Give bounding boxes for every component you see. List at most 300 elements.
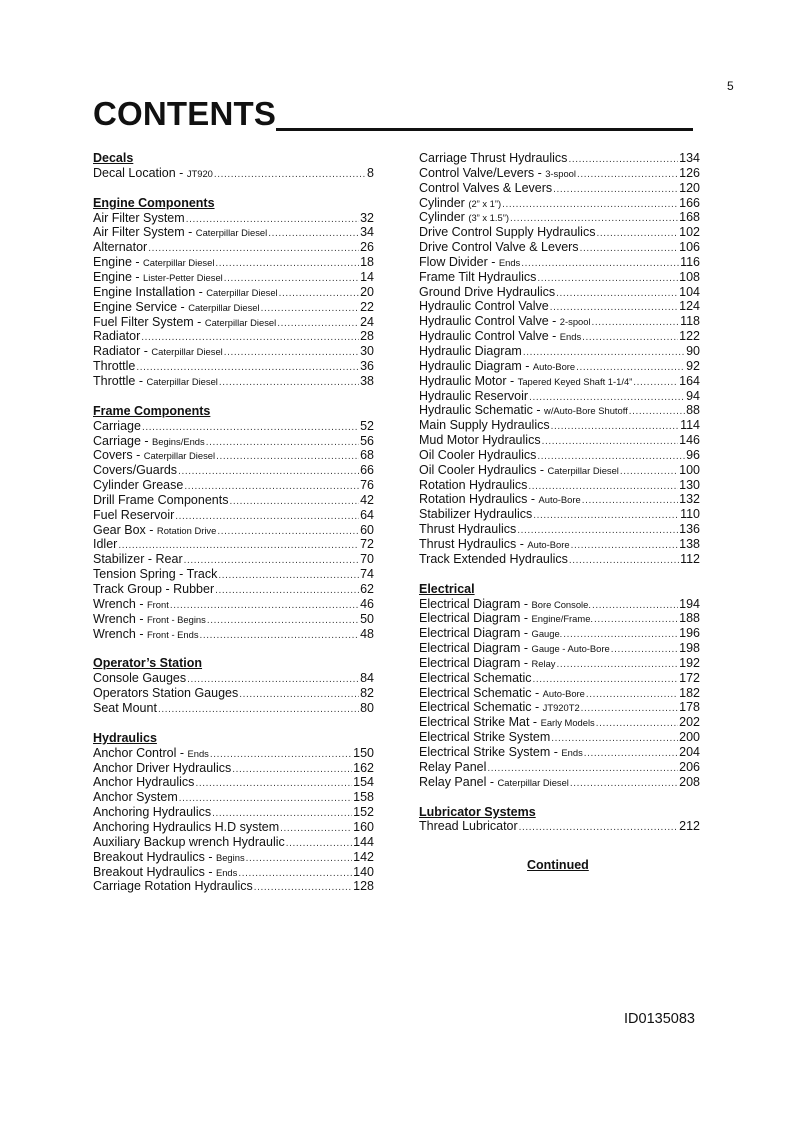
entry-note: Caterpillar Diesel: [195, 227, 268, 239]
toc-entry[interactable]: [93, 552, 374, 567]
toc-entry[interactable]: [419, 686, 700, 701]
dot-leader: [218, 569, 359, 584]
entry-text: [93, 537, 117, 552]
entry-page-number: 152: [353, 805, 374, 820]
entry-page-number: 22: [360, 299, 374, 314]
entry-label: Breakout Hydraulics -: [93, 849, 216, 864]
entry-label: Electrical Schematic -: [419, 685, 543, 700]
entry-note: Ends: [215, 866, 238, 878]
toc-entry[interactable]: [93, 211, 374, 226]
entry-note: Auto-Bore: [532, 360, 576, 372]
entry-label: Hydraulic Diagram: [419, 343, 522, 358]
dot-leader: [216, 450, 359, 465]
dot-leader: [551, 420, 679, 435]
toc-entry[interactable]: [419, 715, 700, 730]
entry-note: JT920T2: [542, 702, 580, 714]
entry-page-number: 142: [353, 849, 374, 864]
entry-text: [93, 225, 267, 241]
entry-label: Electrical Diagram -: [419, 611, 532, 626]
entry-text: [419, 700, 580, 716]
toc-entry[interactable]: [93, 270, 374, 285]
dot-leader: [584, 747, 678, 762]
entry-label: Idler: [93, 537, 118, 552]
toc-entry[interactable]: [419, 552, 700, 567]
entry-note: Begins: [215, 851, 245, 863]
dot-leader: [611, 643, 678, 658]
toc-entry[interactable]: [419, 745, 700, 760]
page-title-row: [93, 94, 693, 134]
entry-text: [419, 819, 518, 834]
toc-entry[interactable]: [419, 775, 700, 790]
entry-text: [93, 582, 214, 597]
entry-text: [93, 523, 216, 539]
entry-page-number: 162: [353, 760, 374, 775]
dot-leader: [553, 183, 678, 198]
toc-entry[interactable]: [419, 314, 700, 329]
entry-label: Electrical Strike System: [419, 730, 551, 745]
entry-label: Track Group - Rubber: [93, 581, 215, 596]
entry-text: [93, 329, 140, 344]
entry-label: Hydraulic Control Valve: [419, 299, 549, 314]
entry-text: [419, 597, 591, 613]
entry-page-number: 140: [353, 864, 374, 879]
toc-entry[interactable]: [419, 181, 700, 196]
toc-entry[interactable]: [93, 285, 374, 300]
entry-label: Cylinder: [419, 210, 469, 225]
entry-page-number: 150: [353, 745, 374, 760]
dot-leader: [268, 227, 359, 242]
dot-leader: [217, 525, 359, 540]
entry-label: Throttle: [93, 359, 136, 374]
dot-leader: [219, 376, 359, 391]
entry-text: [419, 314, 591, 330]
entry-page-number: 42: [360, 492, 374, 507]
toc-entry[interactable]: [419, 285, 700, 300]
entry-note: Auto-Bore: [542, 687, 585, 699]
entry-page-number: 66: [360, 463, 374, 478]
entry-page-number: 160: [353, 819, 374, 834]
entry-page-number: 144: [353, 834, 374, 849]
entry-page-number: 116: [680, 254, 700, 269]
toc-entry[interactable]: [93, 537, 374, 552]
toc-entry[interactable]: [93, 463, 374, 478]
entry-page-number: 128: [353, 879, 374, 894]
toc-entry[interactable]: [419, 344, 700, 359]
entry-label: Hydraulic Control Valve -: [419, 329, 560, 344]
dot-leader: [582, 494, 678, 509]
entry-label: Anchor System: [93, 790, 178, 805]
entry-text: [93, 790, 178, 805]
entry-text: [419, 775, 569, 791]
section-heading: Hydraulics: [93, 730, 157, 745]
entry-text: [419, 374, 632, 390]
dot-leader: [238, 867, 352, 882]
entry-note: Gauge - Auto-Bore: [531, 643, 610, 655]
toc-entry[interactable]: [419, 463, 700, 478]
entry-label: Throttle -: [93, 373, 147, 388]
entry-page-number: 38: [360, 373, 374, 388]
entry-label: Track Extended Hydraulics: [419, 551, 568, 566]
toc-entry[interactable]: [93, 597, 374, 612]
entry-label: Main Supply Hydraulics: [419, 418, 550, 433]
entry-label: Seat Mount: [93, 700, 157, 715]
entry-page-number: 28: [360, 329, 374, 344]
entry-page-number: 60: [360, 522, 374, 537]
entry-label: Anchor Hydraulics: [93, 775, 195, 790]
entry-text: [93, 805, 211, 820]
dot-leader: [596, 227, 678, 242]
entry-text: [419, 730, 550, 745]
entry-label: Tension Spring - Track: [93, 567, 218, 582]
entry-note: Relay: [531, 657, 556, 669]
entry-page-number: 164: [679, 373, 700, 388]
toc-entry[interactable]: [419, 611, 700, 626]
entry-label: Electrical Diagram -: [419, 655, 532, 670]
toc-entry[interactable]: [93, 300, 374, 315]
toc-section: [93, 196, 374, 389]
entry-text: [419, 255, 520, 271]
entry-page-number: 80: [360, 700, 374, 715]
dot-leader: [542, 435, 679, 450]
entry-text: [93, 879, 253, 894]
toc-entry[interactable]: [93, 567, 374, 582]
toc-entry[interactable]: [93, 329, 374, 344]
entry-text: [419, 225, 595, 240]
entry-label: Drive Control Supply Hydraulics: [419, 225, 596, 240]
dot-leader: [594, 613, 678, 628]
entry-note: Caterpillar Diesel: [497, 776, 569, 788]
entry-page-number: 34: [360, 225, 374, 240]
toc-entry[interactable]: [419, 418, 700, 433]
toc-entry[interactable]: [93, 686, 374, 701]
toc-entry[interactable]: [93, 701, 374, 716]
entry-text: [93, 300, 260, 316]
toc-entry[interactable]: [93, 820, 374, 835]
entry-page-number: 68: [360, 448, 374, 463]
dot-leader: [582, 331, 678, 346]
dot-leader: [214, 168, 366, 183]
entry-label: Ground Drive Hydraulics: [419, 284, 556, 299]
toc-entry[interactable]: [419, 240, 700, 255]
toc-section: [93, 656, 374, 715]
toc-entry[interactable]: [419, 403, 700, 418]
dot-leader: [568, 153, 678, 168]
entry-page-number: 168: [679, 210, 700, 225]
section-heading: Lubricator Systems: [419, 804, 536, 819]
dot-leader: [200, 629, 360, 644]
entry-label: Alternator: [93, 240, 148, 255]
entry-page-number: 84: [360, 671, 374, 686]
toc-entry[interactable]: [419, 166, 700, 181]
toc-entry[interactable]: [419, 671, 700, 686]
dot-leader: [586, 688, 678, 703]
entry-note: Tapered Keyed Shaft 1-1/4”: [517, 375, 633, 387]
entry-label: Oil Cooler Hydraulics -: [419, 462, 548, 477]
entry-note: Caterpillar Diesel: [143, 257, 215, 269]
dot-leader: [581, 702, 678, 717]
entry-page-number: 14: [360, 270, 374, 284]
toc-section: [93, 404, 374, 642]
toc-entry[interactable]: [93, 419, 374, 434]
toc-entry[interactable]: [419, 151, 700, 166]
dot-leader: [592, 316, 680, 331]
entry-note: (2” x 1”): [468, 197, 502, 209]
toc-entry[interactable]: [419, 641, 700, 656]
entry-label: Electrical Strike System -: [419, 745, 562, 759]
entry-text: [93, 552, 183, 567]
entry-page-number: 100: [679, 462, 700, 477]
entry-label: Breakout Hydraulics -: [93, 864, 216, 879]
entry-label: Engine Service -: [93, 299, 189, 314]
toc-entry[interactable]: [419, 537, 700, 552]
entry-note: Engine/Frame.: [531, 613, 594, 625]
dot-leader: [570, 777, 678, 792]
toc-entry[interactable]: [93, 374, 374, 389]
toc-entry[interactable]: [93, 582, 374, 597]
entry-page-number: 158: [353, 790, 374, 805]
entry-label: Electrical Diagram -: [419, 596, 532, 611]
entry-text: [93, 835, 285, 850]
dot-leader: [502, 198, 678, 213]
entry-page-number: 24: [360, 314, 374, 329]
entry-label: Flow Divider -: [419, 254, 499, 269]
entry-label: Drive Control Valve & Levers: [419, 240, 579, 255]
entry-page-number: 120: [679, 180, 700, 195]
dot-leader: [580, 242, 679, 257]
entry-text: [419, 359, 575, 375]
entry-text: [93, 448, 215, 464]
entry-label: Hydraulic Motor -: [419, 373, 518, 388]
entry-label: Hydraulic Diagram -: [419, 358, 533, 373]
entry-text: [93, 478, 183, 493]
entry-note: Caterpillar Diesel: [151, 346, 223, 358]
entry-text: [93, 419, 141, 434]
entry-label: Rotation Hydraulics -: [419, 492, 539, 507]
toc-entry[interactable]: [93, 315, 374, 330]
entry-label: Relay Panel -: [419, 774, 498, 789]
toc-entry[interactable]: [93, 612, 374, 627]
entry-text: [93, 315, 276, 331]
toc-entry[interactable]: [93, 746, 374, 761]
toc-entry[interactable]: [419, 299, 700, 314]
entry-label: Wrench -: [93, 626, 147, 641]
toc-entry[interactable]: [93, 166, 374, 181]
entry-page-number: 82: [360, 686, 374, 701]
entry-page-number: 122: [679, 329, 700, 344]
entry-page-number: 46: [360, 596, 374, 611]
dot-leader: [519, 821, 678, 836]
entry-label: Control Valve/Levers -: [419, 165, 546, 180]
toc-entry[interactable]: [93, 225, 374, 240]
toc-section: [93, 731, 374, 894]
entry-label: Carriage Thrust Hydraulics: [419, 151, 568, 165]
entry-page-number: 154: [353, 775, 374, 790]
entry-text: [93, 166, 213, 182]
entry-note: Ends: [559, 331, 582, 343]
toc-entry[interactable]: [93, 493, 374, 508]
entry-page-number: 126: [679, 165, 700, 180]
dot-leader: [556, 287, 678, 302]
toc-entry[interactable]: [419, 507, 700, 522]
toc-entry[interactable]: [93, 240, 374, 255]
entry-page-number: 182: [679, 685, 700, 700]
entry-page-number: 90: [686, 343, 700, 358]
entry-text: [93, 686, 238, 701]
toc-entry[interactable]: [419, 255, 700, 270]
toc-entry[interactable]: [93, 478, 374, 493]
entry-page-number: 32: [360, 210, 374, 225]
dot-leader: [246, 852, 353, 867]
toc-entry[interactable]: [419, 433, 700, 448]
toc-entry[interactable]: [419, 196, 700, 211]
entry-text: [419, 656, 556, 672]
toc-entry[interactable]: [93, 850, 374, 865]
toc-entry[interactable]: [93, 805, 374, 820]
entry-note: Auto-Bore: [527, 538, 570, 550]
entry-text: [93, 255, 214, 271]
entry-page-number: 108: [679, 269, 700, 284]
toc-entry[interactable]: [419, 597, 700, 612]
toc-entry[interactable]: [93, 671, 374, 686]
toc-entry[interactable]: [93, 255, 374, 270]
entry-label: Stabilizer - Rear: [93, 552, 183, 567]
entry-text: [93, 761, 231, 776]
toc-entry[interactable]: [419, 626, 700, 641]
entry-label: Covers/Guards: [93, 463, 178, 478]
entry-label: Wrench -: [93, 596, 147, 611]
toc-entry[interactable]: [419, 270, 700, 285]
toc-entry[interactable]: [419, 656, 700, 671]
entry-text: [419, 715, 595, 731]
entry-page-number: 18: [360, 255, 374, 270]
toc-entry[interactable]: [93, 790, 374, 805]
entry-text: [93, 612, 206, 628]
entry-label: Stabilizer Hydraulics: [419, 507, 533, 522]
entry-note: Caterpillar Diesel: [204, 316, 277, 328]
toc-entry[interactable]: [93, 344, 374, 359]
entry-text: [419, 448, 536, 463]
entry-page-number: 208: [679, 774, 700, 789]
dot-leader: [207, 614, 359, 629]
toc-entry[interactable]: [419, 389, 700, 404]
entry-text: [419, 151, 567, 166]
entry-label: Electrical Strike Mat -: [419, 715, 541, 730]
toc-entry[interactable]: [93, 508, 374, 523]
entry-label: Covers -: [93, 448, 144, 463]
entry-page-number: 110: [680, 507, 700, 522]
entry-text: [419, 537, 570, 553]
entry-note: Begins/Ends: [152, 435, 205, 447]
entry-text: [93, 359, 135, 374]
toc-entry[interactable]: [419, 819, 700, 834]
page-number: 5: [727, 79, 734, 93]
entry-page-number: 132: [679, 492, 700, 507]
entry-text: [93, 285, 278, 301]
entry-text: [93, 850, 245, 866]
entry-note: Caterpillar Diesel: [547, 464, 619, 476]
entry-label: Engine Installation -: [93, 284, 207, 299]
entry-page-number: 104: [679, 284, 700, 299]
toc-entry[interactable]: [93, 627, 374, 642]
dot-leader: [224, 346, 359, 361]
continued-link[interactable]: Continued: [527, 858, 589, 872]
entry-text: [419, 552, 568, 567]
toc-entry[interactable]: [419, 700, 700, 715]
entry-text: [419, 389, 528, 404]
entry-label: Anchor Driver Hydraulics: [93, 760, 232, 775]
toc-entry[interactable]: [93, 761, 374, 776]
dot-leader: [239, 688, 359, 703]
entry-page-number: 102: [679, 225, 700, 240]
entry-text: [93, 344, 223, 360]
toc-entry[interactable]: [93, 865, 374, 880]
entry-label: Control Valves & Levers: [419, 180, 553, 195]
toc-entry[interactable]: [419, 329, 700, 344]
entry-label: Anchoring Hydraulics: [93, 805, 212, 820]
toc-entry[interactable]: [419, 225, 700, 240]
toc-entry[interactable]: [93, 448, 374, 463]
entry-label: Electrical Diagram -: [419, 626, 532, 641]
toc-entry[interactable]: [419, 210, 700, 225]
entry-label: Air Filter System: [93, 210, 185, 225]
entry-note: Ends: [561, 747, 583, 758]
toc-entry[interactable]: [419, 730, 700, 745]
section-heading: Engine Components: [93, 195, 215, 210]
entry-note: Ends: [498, 256, 521, 268]
dot-leader: [577, 168, 678, 183]
toc-entry[interactable]: [93, 434, 374, 449]
entry-text: [419, 210, 509, 226]
entry-label: Mud Motor Hydraulics: [419, 433, 541, 448]
toc-entry[interactable]: [419, 359, 700, 374]
entry-text: [419, 611, 593, 627]
toc-entry[interactable]: [419, 478, 700, 493]
toc-right-column: [419, 151, 700, 849]
toc-entry[interactable]: [419, 492, 700, 507]
entry-page-number: 56: [360, 433, 374, 448]
entry-text: [93, 746, 209, 762]
entry-label: Oil Cooler Hydraulics: [419, 447, 537, 462]
toc-entry[interactable]: [93, 775, 374, 790]
entry-page-number: 188: [679, 611, 700, 626]
entry-note: w/Auto-Bore Shutoff: [544, 405, 628, 417]
dot-leader: [232, 763, 352, 778]
toc-entry[interactable]: [419, 374, 700, 389]
entry-text: [419, 196, 501, 212]
toc-entry[interactable]: [93, 835, 374, 850]
dot-leader: [571, 539, 679, 554]
entry-page-number: 52: [360, 418, 374, 433]
toc-entry[interactable]: [93, 359, 374, 374]
toc-entry[interactable]: [419, 522, 700, 537]
entry-text: [419, 285, 555, 300]
toc-entry[interactable]: [93, 523, 374, 538]
section-heading: Operator’s Station: [93, 656, 203, 671]
entry-label: Gear Box -: [93, 522, 157, 537]
entry-text: [419, 641, 610, 657]
entry-text: [419, 166, 576, 182]
entry-label: Frame Tilt Hydraulics: [419, 269, 537, 284]
entry-label: Relay Panel: [419, 759, 487, 774]
entry-note: Early Models: [540, 717, 595, 729]
entry-note: Front - Ends: [146, 628, 199, 640]
toc-entry[interactable]: [93, 879, 374, 894]
entry-page-number: 74: [360, 567, 374, 582]
dot-leader: [533, 509, 679, 524]
toc-entry[interactable]: [419, 760, 700, 775]
toc-entry[interactable]: [419, 448, 700, 463]
entry-label: Cylinder Grease: [93, 478, 184, 493]
